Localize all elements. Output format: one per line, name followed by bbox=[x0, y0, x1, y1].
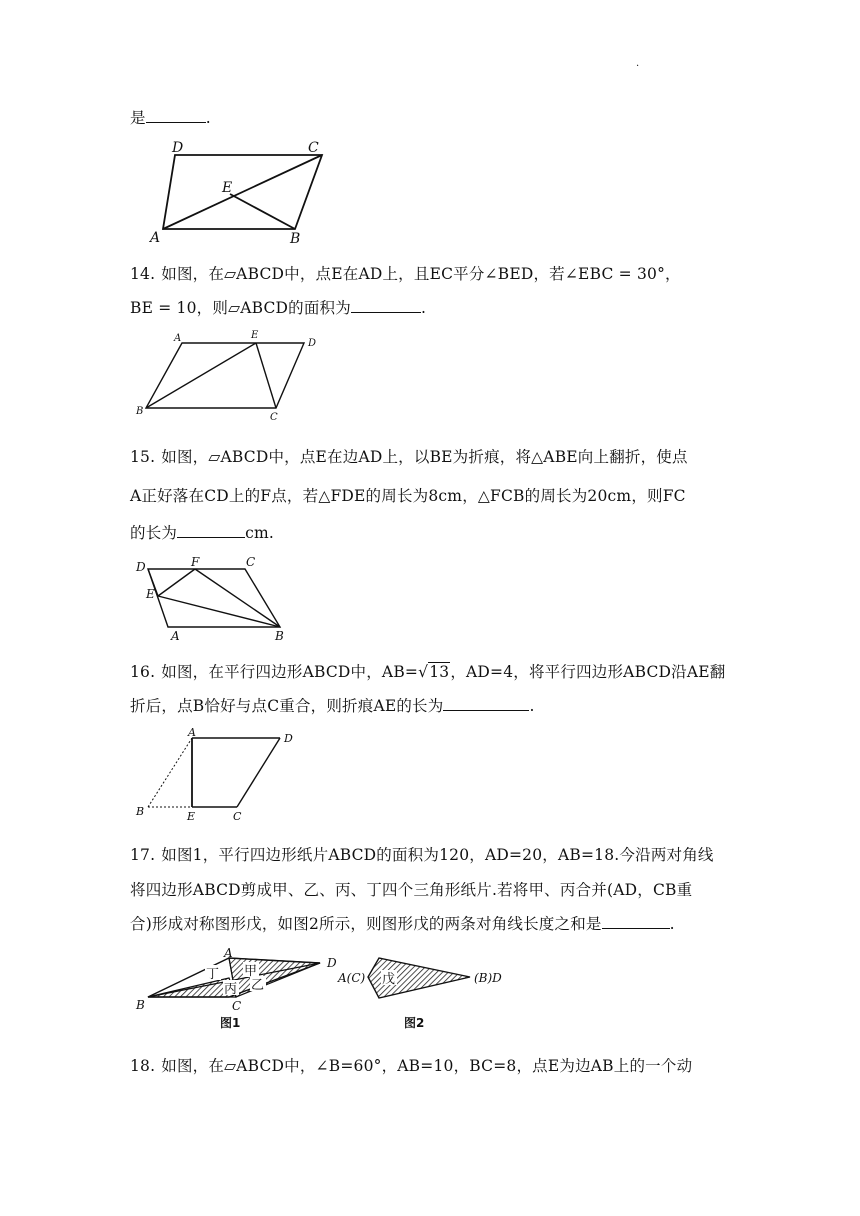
sqrt-value: 13 bbox=[429, 663, 450, 681]
label-D: D bbox=[284, 732, 293, 745]
answer-blank bbox=[602, 914, 670, 929]
label-B: B bbox=[136, 805, 145, 818]
label-wu: 戊 bbox=[382, 972, 396, 987]
label-C: C bbox=[270, 412, 278, 423]
q17-figure1 bbox=[130, 945, 340, 1035]
prev-question-text: 是 bbox=[130, 109, 146, 127]
label-A: A bbox=[224, 946, 233, 960]
label-B: B bbox=[290, 231, 301, 247]
q16-line2: 折后，点B恰好与点C重合，则折痕AE的长为 . bbox=[130, 697, 535, 715]
label-BD: (B)D bbox=[474, 971, 502, 985]
label-C: C bbox=[308, 140, 319, 156]
label-C: C bbox=[232, 999, 242, 1013]
label-E: E bbox=[251, 330, 259, 341]
label-D: D bbox=[172, 140, 184, 156]
label-B: B bbox=[136, 998, 145, 1012]
label-F: F bbox=[191, 555, 200, 569]
q15-line2: A正好落在CD上的F点，若△FDE的周长为8cm，△FCB的周长为20cm，则FC bbox=[130, 487, 686, 505]
figure1-caption: 图1 bbox=[220, 1016, 241, 1030]
label-bing: 丙 bbox=[224, 982, 238, 997]
label-B: B bbox=[275, 629, 284, 643]
label-E: E bbox=[187, 810, 196, 823]
answer-blank bbox=[177, 523, 245, 538]
figure2-caption: 图2 bbox=[404, 1016, 425, 1030]
answer-blank bbox=[443, 696, 529, 711]
sqrt-sign: √ bbox=[418, 663, 429, 681]
label-A: A bbox=[171, 629, 180, 643]
label-E: E bbox=[222, 180, 233, 196]
q14-figure bbox=[130, 328, 330, 428]
label-E: E bbox=[146, 587, 155, 601]
q15-line3: 的长为 cm. bbox=[130, 524, 275, 542]
label-jia: 甲 bbox=[244, 964, 258, 979]
page-mark: . bbox=[636, 58, 640, 69]
label-D: D bbox=[327, 956, 337, 970]
label-yi: 乙 bbox=[251, 978, 265, 993]
label-C: C bbox=[246, 555, 256, 569]
label-D: D bbox=[308, 338, 317, 349]
label-B: B bbox=[136, 406, 144, 417]
label-A: A bbox=[150, 230, 161, 246]
label-A: A bbox=[188, 726, 196, 739]
q17-line1: 17. 如图1，平行四边形纸片ABCD的面积为120，AD=20，AB=18.今沿两对角线 bbox=[130, 846, 714, 864]
q15-line1: 15. 如图，▱ABCD中，点E在边AD上，以BE为折痕，将△ABE向上翻折，使点 bbox=[130, 448, 688, 466]
q18-line1: 18. 如图，在▱ABCD中，∠B=60°，AB=10，BC=8，点E为边AB上的一个动 bbox=[130, 1057, 693, 1075]
prev-question-figure bbox=[145, 138, 335, 248]
q17-figure2 bbox=[335, 950, 510, 1030]
q14-line1: 14. 如图，在▱ABCD中，点E在AD上，且EC平分∠BED，若∠EBC = 30°， bbox=[130, 265, 681, 283]
q15-figure bbox=[130, 552, 300, 642]
label-AC: A(C) bbox=[338, 971, 366, 985]
q14-line2: BE = 10，则▱ABCD的面积为 . bbox=[130, 299, 427, 317]
q16-figure bbox=[130, 725, 300, 825]
prev-question-line: 是 . bbox=[130, 109, 211, 127]
q17-line3: 合)形成对称图形戊，如图2所示，则图形戊的两条对角线长度之和是 . bbox=[130, 915, 675, 933]
answer-blank bbox=[146, 108, 206, 123]
label-ding: 丁 bbox=[206, 967, 220, 982]
label-C: C bbox=[233, 810, 242, 823]
q17-line2: 将四边形ABCD剪成甲、乙、丙、丁四个三角形纸片.若将甲、丙合并(AD，CB重 bbox=[130, 881, 693, 899]
label-D: D bbox=[136, 560, 146, 574]
answer-blank bbox=[351, 298, 421, 313]
q16-line1: 16. 如图，在平行四边形ABCD中，AB=√13，AD=4，将平行四边形ABCD沿AE翻 bbox=[130, 663, 726, 681]
label-A: A bbox=[174, 333, 182, 344]
